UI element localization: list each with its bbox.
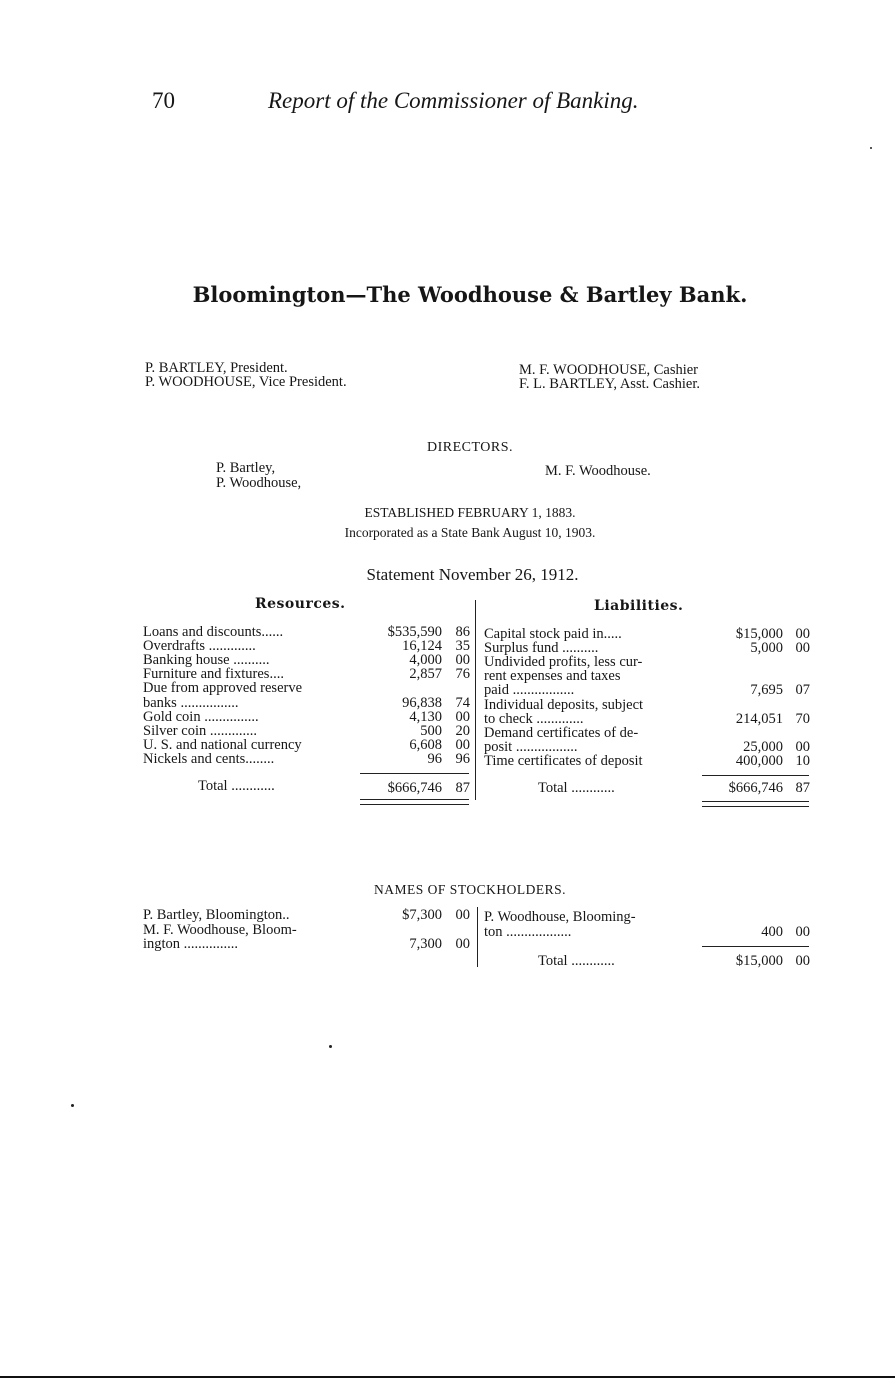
- running-title: Report of the Commissioner of Banking.: [268, 88, 639, 113]
- resource-row-label: Silver coin .............: [143, 722, 257, 739]
- directors-heading: DIRECTORS.: [426, 440, 514, 455]
- stockholder-row-label: ton ..................: [484, 923, 572, 940]
- liability-row-label: Time certificates of deposit: [484, 752, 643, 769]
- stockholder-row-cents: [790, 910, 810, 924]
- liability-row-cents: [790, 655, 810, 669]
- stockholder-row-cents: 00: [795, 923, 810, 940]
- resource-row-dollars: 2,857: [409, 666, 442, 683]
- liability-row-label: Surplus fund ..........: [484, 640, 599, 657]
- director-bartley: P. Bartley,: [216, 460, 276, 476]
- liabilities-double-rule: [702, 801, 809, 807]
- liability-row-dollars: [700, 698, 783, 712]
- officer-asst-cashier: F. L. BARTLEY, Asst. Cashier.: [519, 376, 700, 392]
- resource-row-dollars: 6,608: [409, 736, 442, 753]
- liability-row-dollars: 214,051: [735, 710, 783, 727]
- officer-vice-president: P. WOODHOUSE, Vice President.: [145, 374, 347, 390]
- stockholder-row-label: P. Woodhouse, Blooming-: [484, 909, 636, 925]
- resources-total-dollars: $666,746: [387, 780, 442, 796]
- liability-row-cents: 00: [795, 626, 810, 642]
- liability-row-dollars: 25,000: [743, 738, 783, 755]
- liability-row-cents: 00: [795, 640, 810, 657]
- liability-row-cents: [790, 669, 810, 683]
- resource-row-label: Due from approved reserve: [143, 680, 303, 697]
- resource-row-label: banks ................: [143, 694, 239, 711]
- liability-row-cents: 70: [795, 710, 810, 727]
- director-woodhouse: P. Woodhouse,: [216, 475, 302, 491]
- director-mf-woodhouse: M. F. Woodhouse.: [545, 463, 651, 479]
- liability-row-label: Undivided profits, less cur-: [484, 654, 643, 671]
- resource-row-dollars: [360, 681, 442, 695]
- stockholder-row-label: M. F. Woodhouse, Bloom-: [143, 921, 297, 938]
- resource-row-label: Nickels and cents........: [143, 750, 275, 767]
- liability-row-dollars: [700, 655, 783, 669]
- stockholder-row-dollars: [700, 910, 783, 924]
- liability-row-label: Demand certificates of de-: [484, 724, 639, 741]
- stockholders-divider: [477, 907, 478, 967]
- liability-row-dollars: 7,695: [750, 682, 783, 699]
- resource-row-cents: 00: [455, 708, 470, 725]
- resource-row-label: Gold coin ...............: [143, 708, 259, 725]
- resource-row-dollars: 96: [427, 750, 442, 767]
- liability-row-dollars: 5,000: [750, 640, 783, 657]
- resource-row-cents: [450, 681, 470, 695]
- resource-row-cents: 35: [455, 638, 470, 655]
- established-date: ESTABLISHED FEBRUARY 1, 1883.: [364, 505, 576, 520]
- resource-row-label: Overdrafts .............: [143, 638, 256, 655]
- officer-cashier: M. F. WOODHOUSE, Cashier: [519, 362, 699, 378]
- liabilities-total-rule: [702, 775, 809, 776]
- stockholders-total-label: Total ............: [538, 953, 615, 969]
- stockholders-total-cents: 00: [795, 953, 810, 969]
- liability-row-label: Individual deposits, subject: [484, 696, 644, 713]
- statement-title: Statement November 26, 1912.: [366, 565, 579, 584]
- page-number: 70: [152, 88, 175, 113]
- resource-row-label: Banking house ..........: [143, 652, 270, 669]
- resource-row-cents: 00: [455, 652, 470, 669]
- resource-row-dollars: 96,838: [402, 694, 442, 711]
- resource-row-dollars: 500: [420, 722, 442, 739]
- liability-row-label: rent expenses and taxes: [484, 668, 621, 685]
- liability-row-cents: 10: [795, 752, 810, 769]
- stockholder-row-label: ington ...............: [143, 936, 239, 952]
- stockholders-total-rule: [702, 946, 809, 947]
- liability-row-dollars: $15,000: [735, 626, 783, 642]
- stockholder-row-dollars: 400: [761, 923, 783, 940]
- resource-row-cents: 96: [455, 750, 470, 767]
- resource-row-label: Furniture and fixtures....: [143, 666, 284, 683]
- liability-row-label: posit .................: [484, 738, 578, 755]
- resources-total-cents: 87: [455, 780, 470, 796]
- scan-speck: [71, 1104, 74, 1107]
- liability-row-cents: [790, 698, 810, 712]
- liability-row-dollars: [700, 726, 783, 740]
- resource-row-cents: 00: [455, 736, 470, 753]
- scan-speck: [329, 1045, 332, 1048]
- resource-row-cents: 86: [455, 624, 470, 640]
- stockholder-row-dollars: $7,300: [402, 907, 442, 923]
- incorporated-date: Incorporated as a State Bank August 10, 1903.: [344, 525, 596, 540]
- resources-total-label: Total ............: [198, 778, 275, 794]
- liability-row-cents: [790, 726, 810, 740]
- liability-row-label: Capital stock paid in.....: [484, 626, 622, 642]
- resources-heading: Resources.: [255, 596, 346, 612]
- stockholders-heading: NAMES OF STOCKHOLDERS.: [374, 882, 566, 897]
- resource-row-dollars: 4,000: [409, 652, 442, 669]
- stockholder-row-dollars: 7,300: [409, 936, 442, 952]
- resource-row-cents: 74: [455, 694, 470, 711]
- stockholder-row-label: P. Bartley, Bloomington..: [143, 907, 290, 923]
- liability-row-cents: 00: [795, 738, 810, 755]
- resource-row-dollars: 16,124: [402, 638, 442, 655]
- stockholder-row-cents: 00: [455, 936, 470, 952]
- liability-row-dollars: [700, 669, 783, 683]
- stockholders-total-dollars: $15,000: [735, 953, 783, 969]
- column-divider: [475, 600, 476, 800]
- stockholder-row-dollars: [360, 923, 442, 937]
- liability-row-dollars: 400,000: [735, 752, 783, 769]
- resources-double-rule: [360, 799, 469, 805]
- liabilities-total-label: Total ............: [538, 780, 615, 796]
- officer-president: P. BARTLEY, President.: [145, 360, 288, 376]
- resource-row-cents: 20: [455, 722, 470, 739]
- resource-row-cents: 76: [455, 666, 470, 683]
- resource-row-label: Loans and discounts......: [143, 624, 284, 640]
- resource-row-dollars: $535,590: [387, 624, 442, 640]
- stockholder-row-cents: [450, 923, 470, 937]
- resources-total-rule: [360, 773, 469, 774]
- scan-speck: [870, 147, 872, 149]
- liability-row-label: paid .................: [484, 682, 575, 699]
- liabilities-heading: Liabilities.: [594, 598, 684, 614]
- resource-row-label: U. S. and national currency: [143, 736, 302, 753]
- liabilities-total-cents: 87: [795, 780, 810, 796]
- page-bottom-edge: [0, 1376, 895, 1378]
- liability-row-label: to check .............: [484, 710, 584, 727]
- liabilities-total-dollars: $666,746: [728, 780, 783, 796]
- stockholder-row-cents: 00: [455, 907, 470, 923]
- liability-row-cents: 07: [795, 682, 810, 699]
- bank-title: Bloomington—The Woodhouse & Bartley Bank.: [192, 282, 748, 307]
- resource-row-dollars: 4,130: [409, 708, 442, 725]
